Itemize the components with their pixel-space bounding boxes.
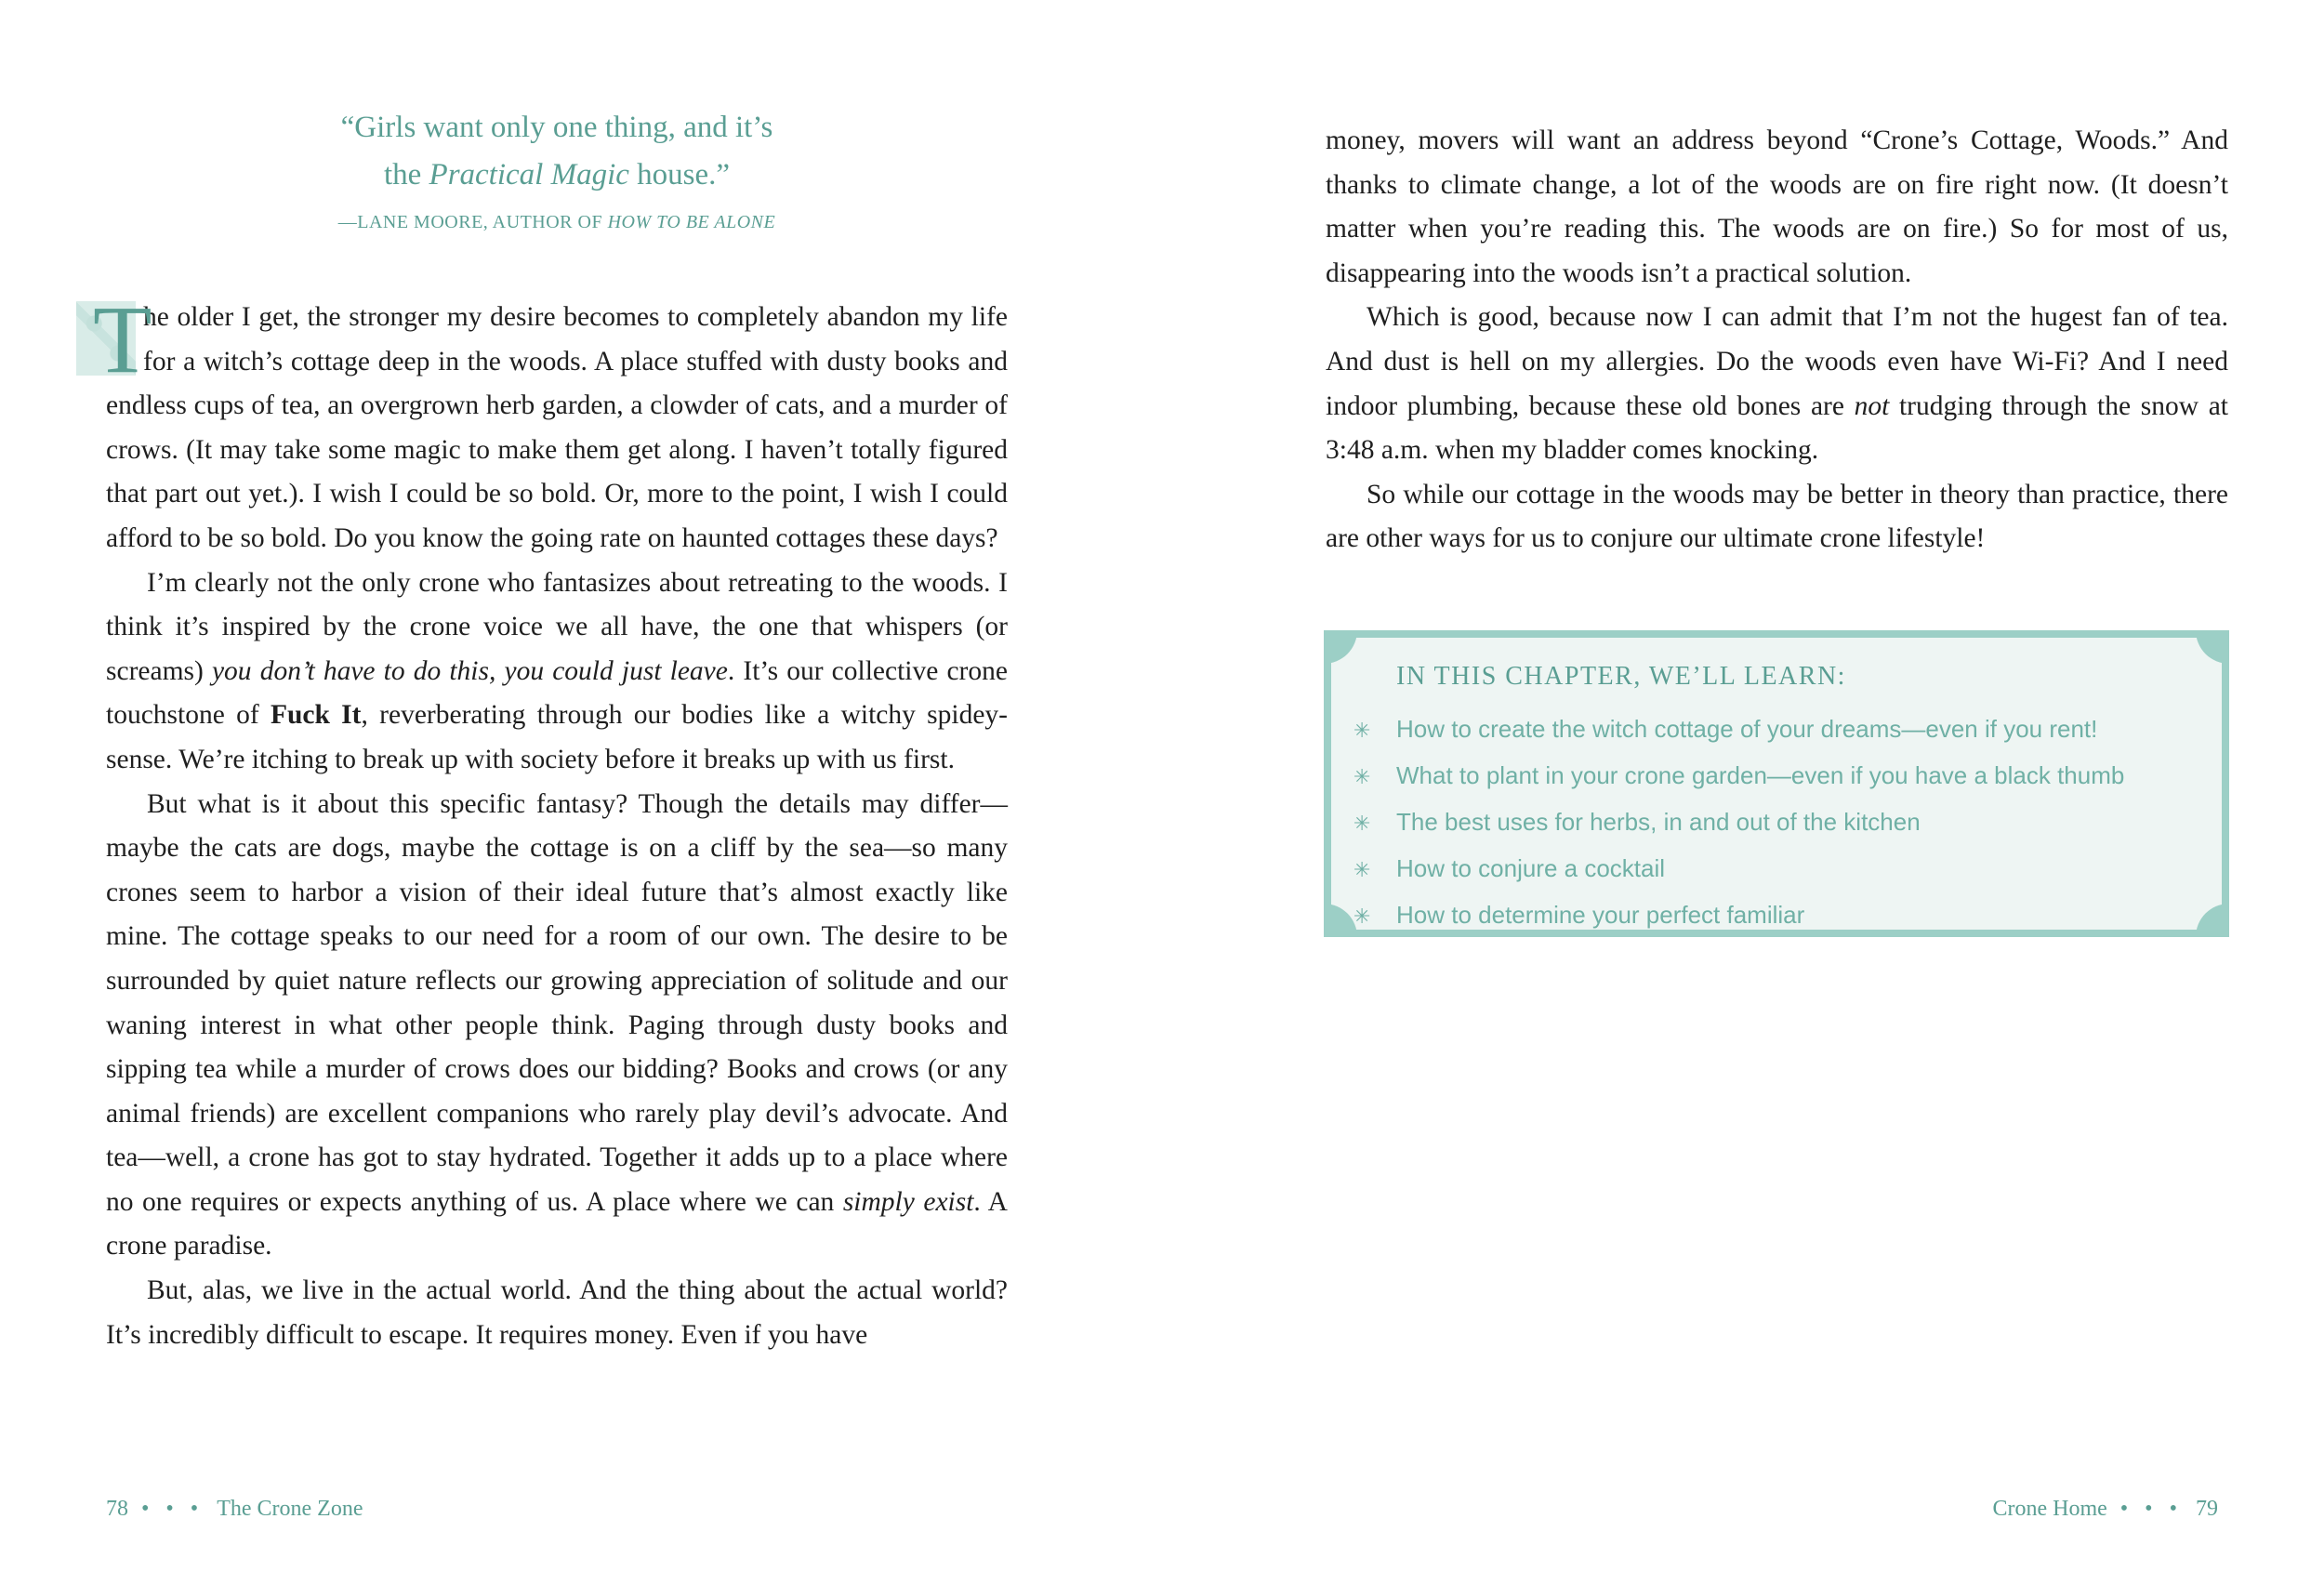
box-corner-ornament xyxy=(1324,904,1357,937)
folio-left xyxy=(106,1497,363,1522)
running-head-right: Crone Home xyxy=(1992,1497,2107,1521)
folio-right xyxy=(1992,1497,2218,1522)
epigraph-quote xyxy=(106,104,1008,199)
right-paragraph-2-italic: not xyxy=(1854,390,1890,421)
right-paragraph-2-text-a: Which is good, because now I can admit that I’m not the hugest fan of tea. And dust is hell on my allergies. Do the woods even have Wi-Fi? And I need indoor plumbing, because these old bones are xyxy=(1326,302,2228,421)
list-item-text: What to plant in your crone garden—even if you have a black thumb xyxy=(1396,761,2125,789)
right-body-text xyxy=(1326,119,2228,561)
chapter-box-title: IN THIS CHAPTER, WE’LL LEARN: xyxy=(1396,662,1846,691)
page-number-78: 78 xyxy=(106,1497,128,1521)
list-item xyxy=(1353,799,2124,846)
attribution-author: —LANE MOORE, AUTHOR OF xyxy=(337,212,608,232)
dropcap xyxy=(76,286,152,393)
list-item xyxy=(1353,846,2124,892)
epigraph-line-1: “Girls want only one thing, and it’s xyxy=(340,111,773,144)
list-item-text: How to determine your perfect familiar xyxy=(1396,901,1805,929)
epigraph-line-2-post: house.” xyxy=(628,158,731,192)
left-body-text xyxy=(93,286,1008,1357)
box-corner-ornament xyxy=(2196,904,2229,937)
asterisk-bullet-icon: ✳ xyxy=(1353,765,1371,788)
paragraph-4-text: But, alas, we live in the actual world. And the thing about the actual world? It’s incredibly difficult to escape. It requires money. Even if you have xyxy=(106,1275,1008,1350)
folio-dots-left: • • • xyxy=(141,1497,205,1521)
chapter-preview-box xyxy=(1324,630,2229,937)
paragraph-1 xyxy=(93,286,1008,561)
paragraph-2-text-a: I’m clearly not the only crone who fantasizes about retreating to the woods. I think it’s inspired by the crone voice we all have, the one that whispers (or screams) xyxy=(106,567,1008,686)
chapter-box-list xyxy=(1353,707,2124,939)
asterisk-bullet-icon: ✳ xyxy=(1353,905,1371,928)
paragraph-1-text: he older I get, the stronger my desire becomes to completely abandon my life for a witch’s cottage deep in the woods. A place stuffed with dusty books and endless cups of tea, an overgrown herb garden, a clowder of cats, and a murder of crows. (It may take some magic to make them get along. I haven’t totally figured that part out yet.). I wish I could be so bold. Or, more to the point, I wish I could afford to be so bold. Do you know the going rate on haunted cottages these days? xyxy=(106,302,1008,553)
right-paragraph-2-text-b: trudging through the snow at 3:48 a.m. when my bladder comes knocking. xyxy=(1326,390,2228,466)
list-item-text: How to create the witch cottage of your dreams—even if you rent! xyxy=(1396,715,2098,743)
right-page xyxy=(1162,0,2324,1585)
paragraph-4 xyxy=(106,1269,1008,1357)
paragraph-2 xyxy=(106,561,1008,783)
paragraph-3-italic: simply exist xyxy=(842,1186,974,1217)
asterisk-bullet-icon: ✳ xyxy=(1353,812,1371,835)
paragraph-3 xyxy=(106,783,1008,1270)
box-corner-ornament xyxy=(2196,630,2229,664)
epigraph-line-2-pre: the xyxy=(383,158,429,192)
paragraph-2-italic: you don’t have to do this, you could just leave xyxy=(211,655,728,686)
paragraph-2-text-c: , reverberating through our bodies like a witchy spidey-sense. We’re itching to break up with society before it breaks up with us first. xyxy=(106,700,1008,774)
dropcap-letter: T xyxy=(93,286,152,393)
paragraph-3-text-b: . A crone paradise. xyxy=(106,1186,1008,1261)
list-item-text: The best uses for herbs, in and out of the kitchen xyxy=(1396,808,1921,836)
list-item xyxy=(1353,892,2124,939)
folio-dots-right: • • • xyxy=(2119,1497,2183,1521)
asterisk-bullet-icon: ✳ xyxy=(1353,719,1371,742)
right-paragraph-3 xyxy=(1326,473,2228,561)
right-paragraph-1-text: money, movers will want an address beyond “Crone’s Cottage, Woods.” And thanks to climate change, a lot of the woods are on fire right now. (It doesn’t matter when you’re reading this. The woods are on fire.) So for most of us, disappearing into the woods isn’t a practical solution. xyxy=(1326,125,2228,288)
attribution-book: HOW TO BE ALONE xyxy=(607,212,776,232)
box-corner-ornament xyxy=(1324,630,1357,664)
epigraph-book-title: Practical Magic xyxy=(429,158,629,192)
right-paragraph-1 xyxy=(1326,119,2228,296)
list-item-text: How to conjure a cocktail xyxy=(1396,854,1666,882)
paragraph-2-text-b: . It’s our collective crone touchstone of xyxy=(106,655,1008,731)
epigraph-attribution xyxy=(106,212,1008,233)
epigraph xyxy=(106,104,1008,233)
list-item xyxy=(1353,707,2124,753)
paragraph-3-text-a: But what is it about this specific fantasy? Though the details may differ—maybe the cats are dogs, maybe the cottage is on a cliff by the sea—so many crones seem to harbor a vision of their ideal future that’s almost exactly like mine. The cottage speaks to our need for a room of our own. The desire to be surrounded by quiet nature reflects our growing appreciation of solitude and our waning interest in what other people think. Paging through dusty books and sipping tea while a murder of crows does our bidding? Books and crows (or any animal friends) are excellent companions who rarely play devil’s advocate. And tea—well, a crone has got to stay hydrated. Together it adds up to a place where no one requires or expects anything of us. A place where we can xyxy=(106,788,1008,1217)
page-number-79: 79 xyxy=(2196,1497,2218,1521)
right-paragraph-2 xyxy=(1326,296,2228,472)
right-paragraph-3-text: So while our cottage in the woods may be better in theory than practice, there are other ways for us to conjure our ultimate crone lifestyle! xyxy=(1326,479,2228,554)
paragraph-2-bold: Fuck It xyxy=(270,700,362,731)
list-item xyxy=(1353,753,2124,799)
asterisk-bullet-icon: ✳ xyxy=(1353,858,1371,881)
running-head-left: The Crone Zone xyxy=(217,1497,363,1521)
